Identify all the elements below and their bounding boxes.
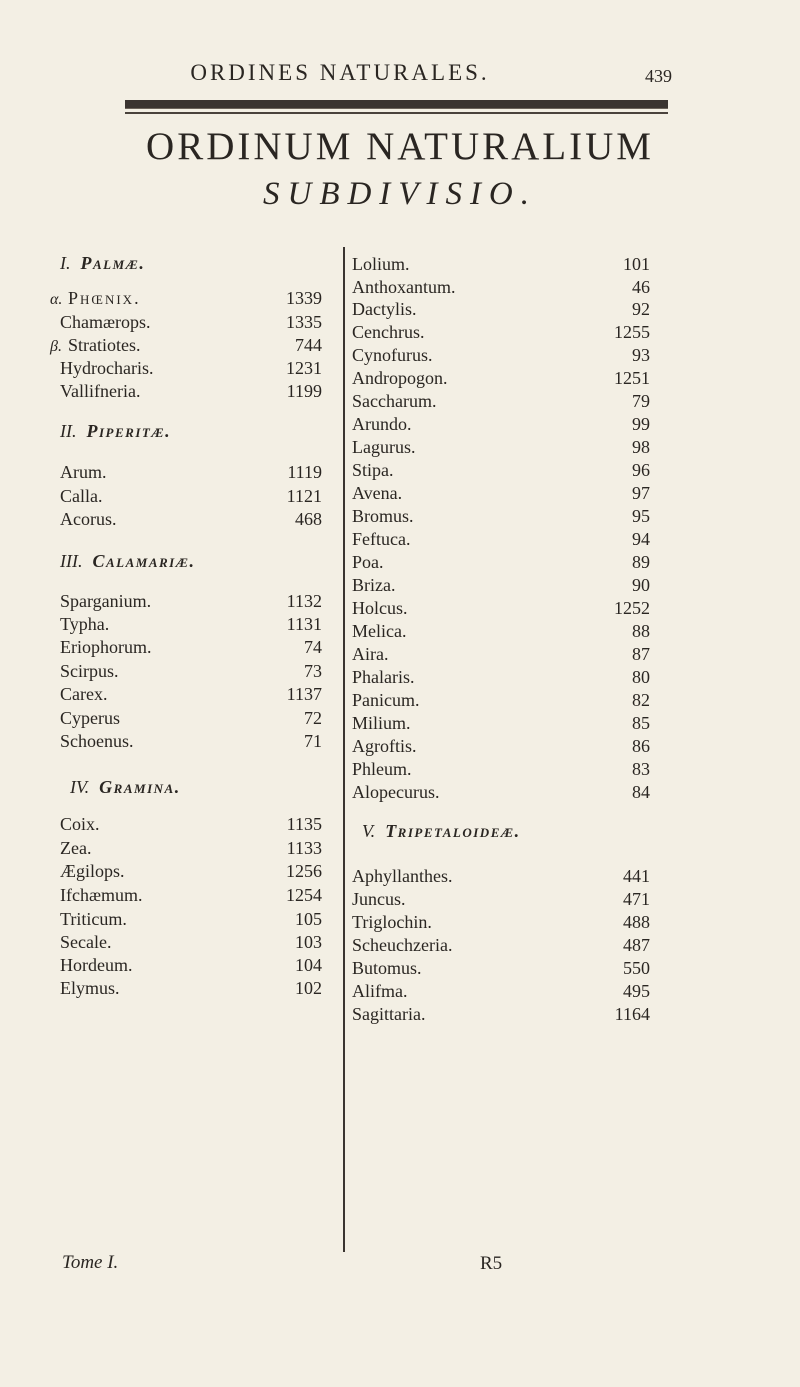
section-roman: V. <box>362 821 376 841</box>
entry-number: 1132 <box>286 591 322 611</box>
entry-number: 92 <box>632 299 650 319</box>
entry-number: 90 <box>632 575 650 595</box>
entry-name: Butomus. <box>352 958 422 978</box>
entry-name: Zea. <box>60 838 92 858</box>
header-rule-thin <box>125 112 668 114</box>
entry-number: 1252 <box>614 598 650 618</box>
entry-number: 1199 <box>286 381 322 401</box>
section-label: Gramina. <box>99 777 181 797</box>
signature-mark: R5 <box>480 1253 503 1274</box>
entry-name: Eriophorum. <box>60 637 152 657</box>
entry-name: Scirpus. <box>60 661 119 681</box>
page-subtitle: SUBDIVISIO. <box>262 176 538 212</box>
entry-number: 102 <box>295 978 322 998</box>
entry-name: Phleum. <box>352 759 412 779</box>
entry-number: 441 <box>623 866 650 886</box>
entry-name: Milium. <box>352 713 411 733</box>
entry-name: Saccharum. <box>352 391 437 411</box>
entry-number: 72 <box>304 708 322 728</box>
entry-name: Sagittaria. <box>352 1004 426 1024</box>
entry-marker: α. <box>50 291 63 308</box>
page-number: 439 <box>645 66 672 86</box>
entry-number: 73 <box>304 661 322 681</box>
entry-number: 88 <box>632 621 650 641</box>
entry-name: Acorus. <box>60 509 117 529</box>
entry-name: Triglochin. <box>352 912 432 932</box>
entry-number: 1131 <box>286 614 322 634</box>
entry-name: Ægilops. <box>60 861 125 881</box>
entry-number: 488 <box>623 912 650 932</box>
entry-name: Typha. <box>60 614 110 634</box>
entry-number: 550 <box>623 958 650 978</box>
entry-name: Anthoxantum. <box>352 277 456 297</box>
entry-number: 46 <box>632 277 650 297</box>
entry-number: 468 <box>295 509 322 529</box>
entry-name: Schoenus. <box>60 731 134 751</box>
entry-name: Stratiotes. <box>68 335 141 355</box>
entry-marker: β. <box>50 338 62 355</box>
page-title: ORDINUM NATURALIUM <box>146 125 654 168</box>
entry-name: Coix. <box>60 814 100 834</box>
entry-number: 103 <box>295 932 322 952</box>
entry-number: 71 <box>304 731 322 751</box>
entry-name: Dactylis. <box>352 299 417 319</box>
entry-name: Arum. <box>60 462 107 482</box>
entry-name: Melica. <box>352 621 407 641</box>
entry-name: Cenchrus. <box>352 322 425 342</box>
section-heading <box>362 818 521 844</box>
entry-number: 95 <box>632 506 650 526</box>
entry-number: 1251 <box>614 368 650 388</box>
entry-name: Elymus. <box>60 978 120 998</box>
running-title: ORDINES NATURALES. <box>190 60 490 85</box>
entry-number: 487 <box>623 935 650 955</box>
entry-name: Bromus. <box>352 506 414 526</box>
entry-number: 74 <box>304 637 322 657</box>
entry-name: Phœnix. <box>68 288 141 308</box>
column-divider <box>343 247 345 1252</box>
entry-number: 86 <box>632 736 650 756</box>
entry-number: 80 <box>632 667 650 687</box>
entry-number: 1255 <box>614 322 650 342</box>
entry-number: 1339 <box>286 288 322 308</box>
header-rule <box>125 100 668 109</box>
entry-number: 94 <box>632 529 650 549</box>
entry-name: Alifma. <box>352 981 408 1001</box>
entry-number: 101 <box>623 254 650 274</box>
entry-name: Holcus. <box>352 598 408 618</box>
entry-number: 1137 <box>286 684 322 704</box>
entry-number: 83 <box>632 759 650 779</box>
entry-number: 93 <box>632 345 650 365</box>
entry-number: 1164 <box>614 1004 650 1024</box>
entry-name: Avena. <box>352 483 403 503</box>
entry-name: Vallifneria. <box>60 381 141 401</box>
entry-name: Lolium. <box>352 254 410 274</box>
entry-name: Lagurus. <box>352 437 416 457</box>
entry-number: 1133 <box>286 838 322 858</box>
section-heading <box>60 250 145 276</box>
section-roman: IV. <box>70 777 90 797</box>
entry-name: Ifchæmum. <box>60 885 143 905</box>
entry-number: 1335 <box>286 312 322 332</box>
entry-number: 1256 <box>286 861 322 881</box>
entry-name: Agroftis. <box>352 736 417 756</box>
entry-number: 89 <box>632 552 650 572</box>
entry-name: Alopecurus. <box>352 782 440 802</box>
section-roman: III. <box>60 551 83 571</box>
entry-number: 96 <box>632 460 650 480</box>
entry-number: 97 <box>632 483 650 503</box>
entry-name: Cyperus <box>60 708 120 728</box>
entry-name: Briza. <box>352 575 396 595</box>
entry-number: 98 <box>632 437 650 457</box>
entry-name: Chamærops. <box>60 312 151 332</box>
entry-number: 1254 <box>286 885 322 905</box>
section-label: Tripetaloideæ. <box>385 821 521 841</box>
entry-name: Panicum. <box>352 690 420 710</box>
entry-name: Stipa. <box>352 460 394 480</box>
section-label: Piperitæ. <box>86 421 172 441</box>
entry-number: 82 <box>632 690 650 710</box>
section-label: Palmæ. <box>80 253 146 273</box>
section-roman: I. <box>60 253 71 273</box>
entry-number: 471 <box>623 889 650 909</box>
entry-name: Hydrocharis. <box>60 358 154 378</box>
entry-name: Andropogon. <box>352 368 448 388</box>
entry-number: 84 <box>632 782 650 802</box>
entry-name: Aphyllanthes. <box>352 866 453 886</box>
section-roman: II. <box>60 421 77 441</box>
running-head <box>0 60 800 96</box>
entry-number: 99 <box>632 414 650 434</box>
entry-name: Hordeum. <box>60 955 133 975</box>
entry-name: Carex. <box>60 684 108 704</box>
section-heading <box>60 548 196 574</box>
section-heading <box>60 418 171 444</box>
entry-number: 1119 <box>287 462 322 482</box>
entry-number: 1231 <box>286 358 322 378</box>
entry-number: 79 <box>632 391 650 411</box>
section-heading <box>70 774 181 800</box>
entry-number: 1135 <box>286 814 322 834</box>
entry-name: Feftuca. <box>352 529 411 549</box>
entry-number: 105 <box>295 909 322 929</box>
entry-number: 495 <box>623 981 650 1001</box>
entry-number: 104 <box>295 955 322 975</box>
entry-name: Aira. <box>352 644 389 664</box>
entry-name: Poa. <box>352 552 384 572</box>
entry-number: 744 <box>295 335 322 355</box>
volume-footer: Tome I. <box>62 1252 119 1273</box>
entry-name: Sparganium. <box>60 591 152 611</box>
entry-name: Arundo. <box>352 414 412 434</box>
entry-name: Cynofurus. <box>352 345 433 365</box>
entry-name: Juncus. <box>352 889 406 909</box>
entry-number: 85 <box>632 713 650 733</box>
entry-number: 1121 <box>286 486 322 506</box>
entry-number: 87 <box>632 644 650 664</box>
entry-name: Calla. <box>60 486 103 506</box>
entry-name: Phalaris. <box>352 667 415 687</box>
entry-name: Scheuchzeria. <box>352 935 453 955</box>
entry-name: Secale. <box>60 932 112 952</box>
entry-name: Triticum. <box>60 909 127 929</box>
section-label: Calamariæ. <box>92 551 196 571</box>
